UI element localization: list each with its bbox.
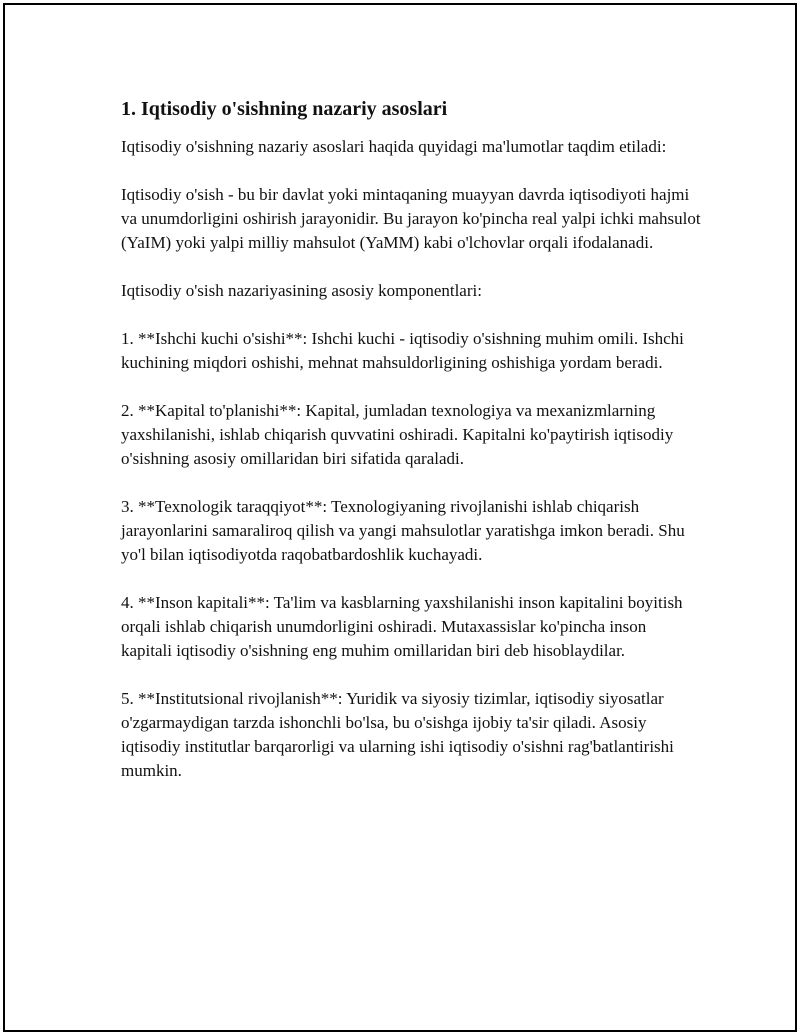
list-item-labor-growth: 1. **Ishchi kuchi o'sishi**: Ishchi kuchi - iqtisodiy o'sishning muhim omili. Ishchi kuchining miqdori oshishi, mehnat mahsuldorligining oshishiga yordam beradi. [121,329,684,372]
document-body [121,95,701,807]
list-item-capital-accumulation: 2. **Kapital to'planishi**: Kapital, jumladan texnologiya va mexanizmlarning yaxshilanishi, ishlab chiqarish quvvatini oshiradi. Kapitalni ko'paytirish iqtisodiy o'sishning asosiy omillaridan biri sifatida qaraladi. [121,401,674,468]
intro-paragraph: Iqtisodiy o'sishning nazariy asoslari haqida quyidagi ma'lumotlar taqdim etiladi: [121,137,667,156]
list-item-human-capital: 4. **Inson kapitali**: Ta'lim va kasblarning yaxshilanishi inson kapitalini boyitish orqali ishlab chiqarish unumdorligini oshiradi. Mutaxassislar ko'pincha inson kapitali iqtisodiy o'sishning eng muhim omillaridan biri deb hisoblaydilar. [121,593,683,660]
definition-paragraph: Iqtisodiy o'sish - bu bir davlat yoki mintaqaning muayyan davrda iqtisodiyoti hajmi va unumdorligini oshirish jarayonidir. Bu jarayon ko'pincha real yalpi ichki mahsulot (YaIM) yoki yalpi milliy mahsulot (YaMM) kabi o'lchovlar orqali ifodalanadi. [121,185,701,252]
list-item-institutional-development: 5. **Institutsional rivojlanish**: Yuridik va siyosiy tizimlar, iqtisodiy siyosatlar o'zgarmaydigan tarzda ishonchli bo'lsa, bu o'sishga ijobiy ta'sir qiladi. Asosiy iqtisodiy institutlar barqarorligi va ularning ishi iqtisodiy o'sishni rag'batlantirishi mumkin. [121,689,674,780]
list-item-technological-progress: 3. **Texnologik taraqqiyot**: Texnologiyaning rivojlanishi ishlab chiqarish jarayonlarini samaraliroq qilish va yangi mahsulotlar yaratishga imkon beradi. Shu yo'l bilan iqtisodiyotda raqobatbardoshlik kuchayadi. [121,497,685,564]
document-title: 1. Iqtisodiy o'sishning nazariy asoslari [121,98,448,120]
components-heading-paragraph: Iqtisodiy o'sish nazariyasining asosiy komponentlari: [121,281,482,300]
page-frame [3,3,797,1032]
